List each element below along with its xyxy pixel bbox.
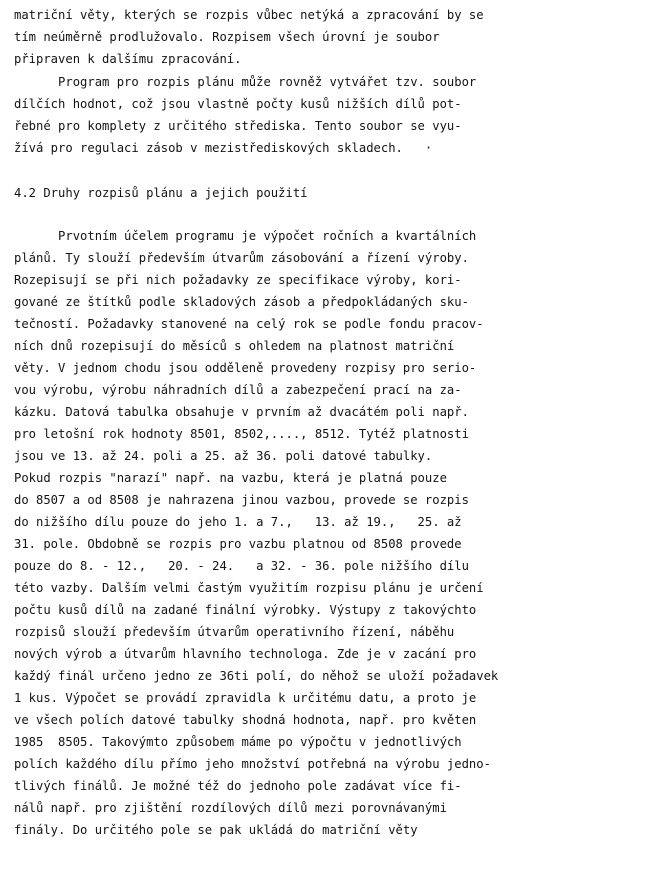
text-line: do 8507 a od 8508 je nahrazena jinou vazbou, provede se rozpis	[14, 493, 469, 507]
text-line: do nižšího dílu pouze do jeho 1. a 7., 13. až 19., 25. až	[14, 515, 462, 529]
text-line: gované ze štítků podle skladových zásob a předpokládaných sku-	[14, 295, 469, 309]
text-line: pouze do 8. - 12., 20. - 24. a 32. - 36. pole nižšího dílu	[14, 559, 469, 573]
text-line: vou výrobu, výrobu náhradních dílů a zabezpečení prací na za-	[14, 383, 462, 397]
text-line: kázku. Datová tabulka obsahuje v prvním až dvacátém poli např.	[14, 405, 469, 419]
text-line: tím neúměrně prodlužovalo. Rozpisem všech úrovní je soubor	[14, 30, 440, 44]
text-line: tečností. Požadavky stanovené na celý rok se podle fondu pracov-	[14, 317, 484, 331]
text-line: počtu kusů dílů na zadané finální výrobky. Výstupy z takovýchto	[14, 603, 477, 617]
text-line: rozpisů slouží především útvarům operativního řízení, náběhu	[14, 625, 455, 639]
text-line: 1 kus. Výpočet se provádí zpravidla k určitému datu, a proto je	[14, 691, 477, 705]
text-line: 31. pole. Obdobně se rozpis pro vazbu platnou od 8508 provede	[14, 537, 462, 551]
text-line: žívá pro regulaci zásob v mezistřediskových skladech. ·	[14, 141, 433, 155]
section-heading: 4.2 Druhy rozpisů plánu a jejich použití	[14, 186, 308, 200]
text-line: připraven k dalšímu zpracování.	[14, 52, 242, 66]
text-line: 1985 8505. Takovýmto způsobem máme po výpočtu v jednotlivých	[14, 735, 462, 749]
text-line: matriční věty, kterých se rozpis vůbec netýká a zpracování by se	[14, 8, 484, 22]
text-line: Program pro rozpis plánu může rovněž vytvářet tzv. soubor	[14, 75, 477, 89]
text-line: ních dnů rozepisují do měsíců s ohledem na platnost matriční	[14, 339, 455, 353]
text-line: finály. Do určitého pole se pak ukládá do matriční věty	[14, 823, 418, 837]
text-line: věty. V jednom chodu jsou odděleně provedeny rozpisy pro serio-	[14, 361, 477, 375]
text-line: řebné pro komplety z určitého střediska. Tento soubor se vyu-	[14, 119, 462, 133]
text-line: nálů např. pro zjištění rozdílových dílů mezi porovnávanými	[14, 801, 447, 815]
text-line: každý finál určeno jedno ze 36ti polí, do něhož se uloží požadavek	[14, 669, 499, 683]
text-line: Rozepisují se při nich požadavky ze specifikace výroby, kori-	[14, 273, 462, 287]
text-line: jsou ve 13. až 24. poli a 25. až 36. poli datové tabulky.	[14, 449, 433, 463]
text-line: plánů. Ty slouží především útvarům zásobování a řízení výroby.	[14, 251, 469, 265]
text-line: ve všech polích datové tabulky shodná hodnota, např. pro květen	[14, 713, 477, 727]
text-line: tlivých finálů. Je možné též do jednoho pole zadávat více fi-	[14, 779, 462, 793]
text-line: této vazby. Dalším velmi častým využitím rozpisu plánu je určení	[14, 581, 484, 595]
text-line: pro letošní rok hodnoty 8501, 8502,...., 8512. Tytéž platnosti	[14, 427, 469, 441]
text-line: Prvotním účelem programu je výpočet ročních a kvartálních	[14, 229, 477, 243]
text-line: dílčích hodnot, což jsou vlastně počty kusů nižších dílů pot-	[14, 97, 462, 111]
text-line: nových výrob a útvarům hlavního technologa. Zde je v zacání pro	[14, 647, 477, 661]
text-line: Pokud rozpis "narazí" např. na vazbu, která je platná pouze	[14, 471, 447, 485]
text-line: polích každého dílu přímo jeho množství potřebná na výrobu jedno-	[14, 757, 491, 771]
